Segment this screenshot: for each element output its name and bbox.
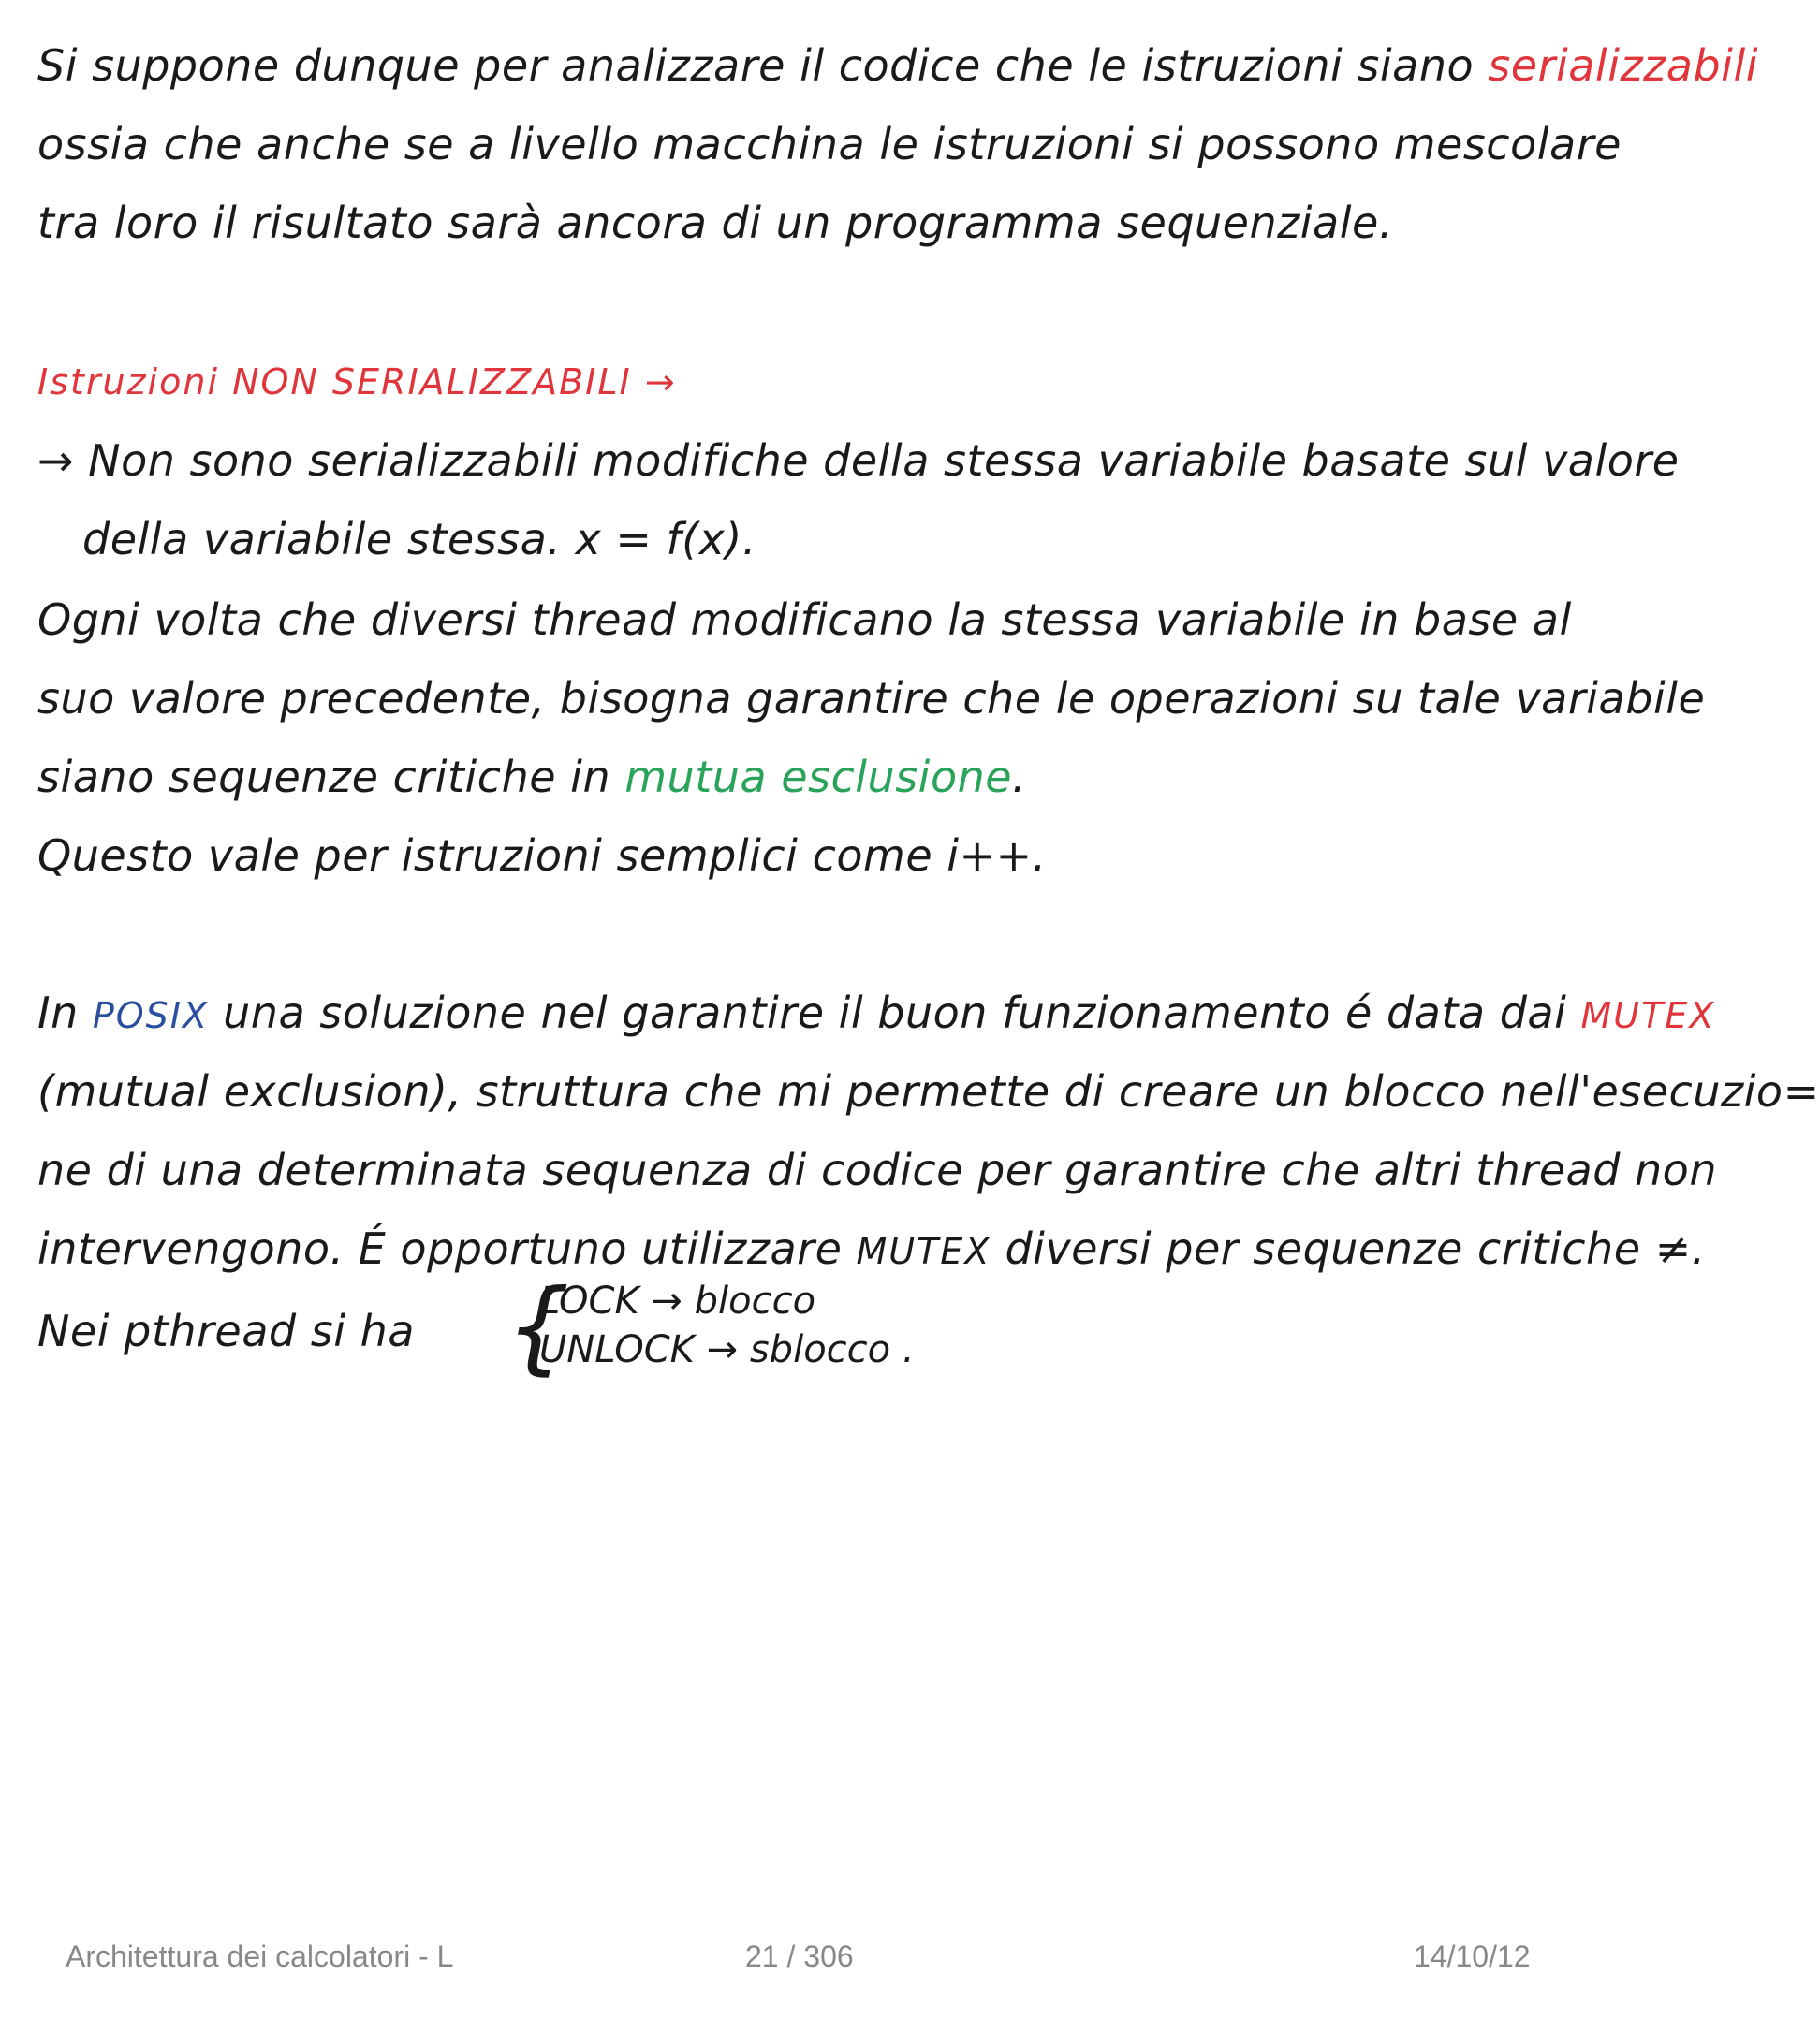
paragraph2-line2: della variabile stessa. x = f(x).	[82, 514, 756, 564]
section-title: Istruzioni NON SERIALIZZABILI →	[37, 361, 677, 403]
end-dot: .	[902, 1328, 915, 1371]
brace-lines	[539, 1277, 915, 1374]
paragraph1-line1	[37, 37, 1758, 94]
paragraph1-line1-text: Si suppone dunque per analizzare il codice che le istruzioni siano	[37, 40, 1489, 91]
footer-date: 14/10/12	[1414, 1939, 1531, 1973]
paragraph3-line1-pre: In	[37, 988, 93, 1038]
mutex-highlight: MUTEX	[1580, 995, 1716, 1036]
mutex-inline: MUTEX	[856, 1231, 991, 1272]
lock-unlock-brace	[506, 1268, 915, 1385]
unlock-text: UNLOCK → sblocco	[539, 1328, 891, 1371]
paragraph3-line4	[37, 1221, 1706, 1280]
paragraph3-line4-post: diversi per sequenze critiche ≠.	[991, 1223, 1706, 1274]
paragraph3-line4-pre: intervengono. É opportuno utilizzare	[37, 1223, 857, 1274]
paragraph3-line1-mid: una soluzione nel garantire il buon funzionamento é data dai	[209, 988, 1581, 1038]
paragraph2-line6: Questo vale per istruzioni semplici come i++.	[37, 830, 1047, 881]
paragraph2-line1: → Non sono serializzabili modifiche della stessa variabile basate sul valore	[37, 435, 1680, 486]
footer-page-number: 21 / 306	[745, 1939, 854, 1973]
unlock-line	[539, 1325, 915, 1374]
paragraph2-line5-end: .	[1012, 752, 1027, 802]
paragraph2-line5	[37, 749, 1026, 805]
curly-brace: {	[506, 1268, 570, 1385]
paragraph3-line5: Nei pthread si ha	[37, 1306, 415, 1356]
paragraph2-line3: Ogni volta che diversi thread modificano la stessa variabile in base al	[37, 594, 1572, 645]
paragraph3-line2: (mutual exclusion), struttura che mi permette di creare un blocco nell'esecuzio=	[37, 1066, 1820, 1117]
lock-line: LOCK → blocco	[539, 1280, 816, 1323]
paragraph1-line3: tra loro il risultato sarà ancora di un programma sequenziale.	[37, 198, 1393, 248]
footer-course-title: Architettura dei calcolatori - L	[66, 1939, 454, 1973]
mutua-esclusione-highlight: mutua esclusione	[624, 752, 1013, 802]
paragraph3-line3: ne di una determinata sequenza di codice per garantire che altri thread non	[37, 1145, 1717, 1195]
posix-highlight: POSIX	[92, 995, 210, 1036]
paragraph2-line4: suo valore precedente, bisogna garantire che le operazioni su tale variabile	[37, 673, 1706, 724]
paragraph1-line2: ossia che anche se a livello macchina le istruzioni si possono mescolare	[37, 119, 1622, 169]
paragraph2-line5-text: siano sequenze critiche in	[37, 752, 625, 802]
paragraph3-line1	[37, 985, 1715, 1044]
serializzabili-highlight: serializzabili	[1488, 40, 1759, 91]
